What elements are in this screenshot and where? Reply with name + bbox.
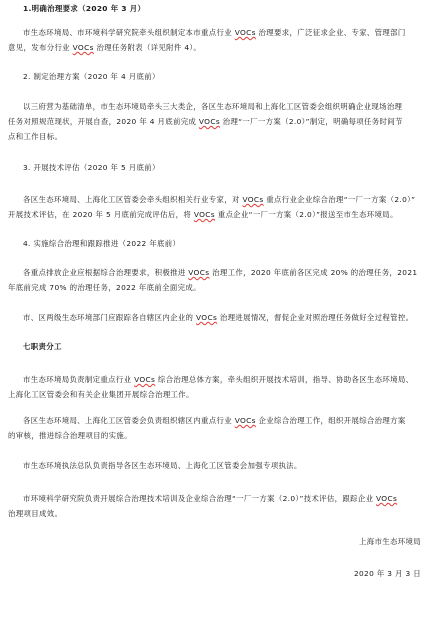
paragraph-line: 治理项目成效。 bbox=[8, 509, 63, 518]
paragraph-line: 各区生态环境局、上海化工区管委会负责组织辖区内重点行业 VOCs 企业综合治理工作，组织开展综合治理方案 bbox=[23, 416, 406, 425]
paragraph-line: 年底前完成 70% 的治理任务，2022 年底前全面完成。 bbox=[8, 283, 201, 292]
paragraph-line: 市环境科学研究院负责开展综合治理技术培训及企业综合治理“一厂一方案（2.0）”技术评估，跟踪企业 VOCs bbox=[23, 494, 398, 503]
signature: 上海市生态环境局 bbox=[359, 537, 421, 546]
paragraph-line: 点和工作目标。 bbox=[8, 132, 63, 141]
paragraph-line: 的审核，推进综合治理项目的实施。 bbox=[8, 431, 132, 440]
section-heading-5: 七职责分工 bbox=[23, 342, 62, 351]
paragraph-line: 市生态环境局、市环境科学研究院牵头组织制定本市重点行业 VOCs 治理要求，广泛征求企业、专家、管理部门 bbox=[23, 28, 406, 37]
section-heading-4: 4. 实施综合治理和跟踪推进（2022 年底前） bbox=[23, 239, 181, 248]
document-date: 2020 年 3 月 3 日 bbox=[353, 569, 421, 578]
paragraph-line: 任务对照规范现状，开展自查，2020 年 4 月底前完成 VOCs 治理“一厂一方案（2.0）”制定，明确每项任务时间节 bbox=[8, 117, 403, 126]
section-heading-2: 2. 制定治理方案（2020 年 4 月底前） bbox=[23, 72, 160, 81]
paragraph-line: 市、区两级生态环境部门应跟踪各自辖区内企业的 VOCs 治理进展情况，督促企业对照治理任务做好全过程管控。 bbox=[23, 313, 414, 322]
paragraph-line: 市生态环境执法总队负责指导各区生态环境局、上海化工区管委会加强专项执法。 bbox=[23, 461, 302, 470]
paragraph-line: 以三府营为基础清单，市生态环境局牵头三大类企，各区生态环境局和上海化工区管委会组织明确企业现场治理 bbox=[23, 102, 403, 111]
paragraph-line: 市生态环境局负责制定重点行业 VOCs 综合治理总体方案，牵头组织开展技术培训，指导、协助各区生态环境局、 bbox=[23, 375, 414, 384]
section-heading-3: 3. 开展技术评估（2020 年 5 月底前） bbox=[23, 163, 160, 172]
section-heading-1: 1.明确治理要求（2020 年 3 月） bbox=[23, 4, 146, 13]
paragraph-line: 各重点排放企业应根据综合治理要求，积极推进 VOCs 治理工作，2020 年底前各区完成 20% 的治理任务，2021 bbox=[23, 268, 418, 277]
paragraph-line: 意见，发布分行业 VOCs 治理任务附表（详见附件 4）。 bbox=[8, 43, 202, 52]
paragraph-line: 开展技术评估，在 2020 年 5 月底前完成评估后，将 VOCs 重点企业“一厂一方案（2.0）”报送至市生态环境局。 bbox=[8, 210, 398, 219]
paragraph-line: 各区生态环境局、上海化工区管委会牵头组织相关行业专家，对 VOCs 重点行业企业综合治理“一厂一方案（2.0）” bbox=[23, 195, 416, 204]
paragraph-line: 上海化工区管委会和有关企业集团开展综合治理工作。 bbox=[8, 390, 194, 399]
